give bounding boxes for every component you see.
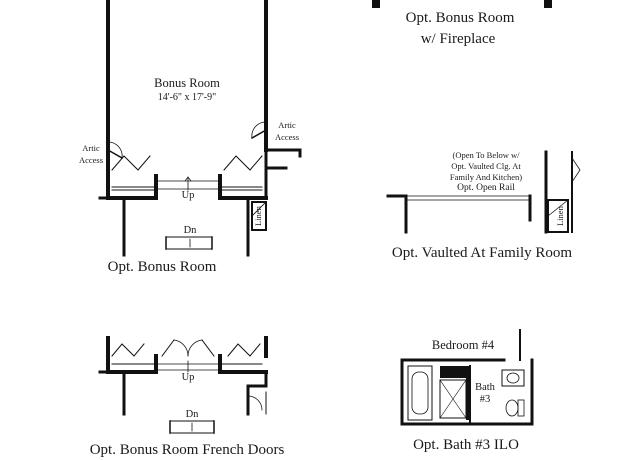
bonus-room-up-label: Up: [181, 190, 195, 201]
bonus-room-dimensions: 14'-6" x 17'-9": [157, 92, 217, 103]
vaulted-caption: Opt. Vaulted At Family Room: [391, 245, 573, 261]
bath-3-label-line-1: Bath: [475, 382, 495, 393]
vaulted-note-line-2: Opt. Vaulted Clg. At: [451, 161, 521, 171]
fireplace-caption-line-2: w/ Fireplace: [420, 31, 496, 47]
vaulted-note-line-3: Family And Kitchen): [449, 172, 523, 182]
french-doors-plan: [100, 338, 266, 433]
fireplace-plan: [376, 0, 548, 6]
vaulted-linen-label: Linen: [555, 206, 565, 226]
french-doors-up-label: Up: [181, 372, 195, 383]
bath-dark-block: [440, 366, 466, 378]
bedroom-4-label: Bedroom #4: [431, 338, 495, 352]
bonus-room-plan: [100, 0, 300, 255]
bonus-room-dn-label: Dn: [183, 225, 197, 236]
fireplace-caption-line-1: Opt. Bonus Room: [405, 10, 515, 26]
artic-access-left-line-1: Artic: [82, 143, 100, 153]
bath-3-label-line-2: #3: [479, 394, 491, 405]
vaulted-open-rail-label: Opt. Open Rail: [457, 183, 515, 193]
bath-wall-fill: [466, 366, 470, 420]
bath-caption: Opt. Bath #3 ILO: [413, 437, 519, 453]
fireplace-wall-right: [544, 0, 552, 8]
bonus-room-name: Bonus Room: [154, 76, 220, 90]
vaulted-note-line-1: (Open To Below w/: [452, 150, 520, 160]
bonus-room-linen-label: Linen: [253, 206, 263, 226]
fireplace-wall-left: [372, 0, 380, 8]
artic-access-right-line-2: Access: [274, 132, 300, 142]
french-doors-caption: Opt. Bonus Room French Doors: [89, 442, 285, 458]
french-doors-dn-label: Dn: [185, 409, 199, 420]
artic-access-right-line-1: Artic: [278, 120, 296, 130]
artic-access-left-line-2: Access: [78, 155, 104, 165]
bonus-room-caption: Opt. Bonus Room: [107, 259, 217, 275]
